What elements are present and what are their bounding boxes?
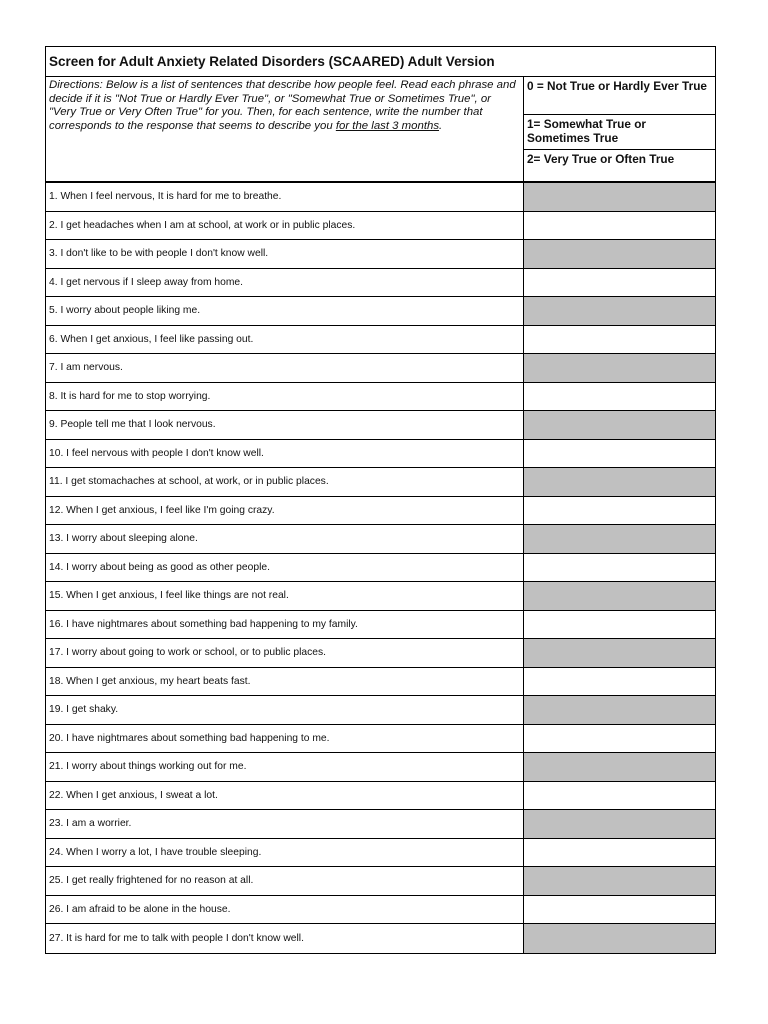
question-text: 18. When I get anxious, my heart beats fast. bbox=[46, 668, 524, 696]
question-row bbox=[46, 212, 715, 241]
question-row bbox=[46, 554, 715, 583]
question-row bbox=[46, 411, 715, 440]
answer-cell[interactable] bbox=[524, 497, 715, 525]
question-text: 10. I feel nervous with people I don't know well. bbox=[46, 440, 524, 468]
question-row bbox=[46, 725, 715, 754]
question-row bbox=[46, 753, 715, 782]
answer-cell[interactable] bbox=[524, 782, 715, 810]
question-row bbox=[46, 354, 715, 383]
question-row bbox=[46, 326, 715, 355]
question-text: 12. When I get anxious, I feel like I'm going crazy. bbox=[46, 497, 524, 525]
answer-cell[interactable] bbox=[524, 725, 715, 753]
question-text: 17. I worry about going to work or school, or to public places. bbox=[46, 639, 524, 667]
answer-cell[interactable] bbox=[524, 924, 715, 953]
answer-cell[interactable] bbox=[524, 753, 715, 781]
question-row bbox=[46, 383, 715, 412]
question-row bbox=[46, 896, 715, 925]
question-text: 6. When I get anxious, I feel like passing out. bbox=[46, 326, 524, 354]
answer-cell[interactable] bbox=[524, 554, 715, 582]
answer-cell[interactable] bbox=[524, 867, 715, 895]
form-title: Screen for Adult Anxiety Related Disorders (SCAARED) Adult Version bbox=[46, 47, 715, 77]
question-text: 16. I have nightmares about something bad happening to my family. bbox=[46, 611, 524, 639]
question-text: 11. I get stomachaches at school, at work, or in public places. bbox=[46, 468, 524, 496]
question-text: 15. When I get anxious, I feel like things are not real. bbox=[46, 582, 524, 610]
question-row bbox=[46, 839, 715, 868]
directions-timeframe: for the last 3 months bbox=[335, 120, 440, 133]
question-text: 1. When I feel nervous, It is hard for me to breathe. bbox=[46, 183, 524, 211]
question-row bbox=[46, 440, 715, 469]
question-row bbox=[46, 183, 715, 212]
question-text: 7. I am nervous. bbox=[46, 354, 524, 382]
answer-cell[interactable] bbox=[524, 269, 715, 297]
answer-cell[interactable] bbox=[524, 468, 715, 496]
directions-end: . bbox=[439, 120, 443, 133]
directions-text bbox=[46, 77, 524, 181]
question-row bbox=[46, 497, 715, 526]
question-row bbox=[46, 696, 715, 725]
answer-cell[interactable] bbox=[524, 668, 715, 696]
question-row bbox=[46, 867, 715, 896]
scaared-form bbox=[45, 46, 716, 954]
answer-cell[interactable] bbox=[524, 525, 715, 553]
question-row bbox=[46, 269, 715, 298]
answer-cell[interactable] bbox=[524, 354, 715, 382]
question-text: 21. I worry about things working out for me. bbox=[46, 753, 524, 781]
question-text: 22. When I get anxious, I sweat a lot. bbox=[46, 782, 524, 810]
question-text: 24. When I worry a lot, I have trouble sleeping. bbox=[46, 839, 524, 867]
question-text: 26. I am afraid to be alone in the house. bbox=[46, 896, 524, 924]
directions-body: Directions: Below is a list of sentences that describe how people feel. Read each phrase and decide if it is "Not True or Hardly Ever True", or "Somewhat True or Sometimes True", or "Very True or Very Often True" for you. Then, for each sentence, write the number that corresponds to the response that seems to describe you bbox=[49, 79, 516, 133]
question-text: 9. People tell me that I look nervous. bbox=[46, 411, 524, 439]
question-row bbox=[46, 810, 715, 839]
question-row bbox=[46, 297, 715, 326]
question-text: 20. I have nightmares about something bad happening to me. bbox=[46, 725, 524, 753]
question-row bbox=[46, 468, 715, 497]
question-row bbox=[46, 924, 715, 953]
legend-item-0: 0 = Not True or Hardly Ever True bbox=[524, 77, 715, 115]
directions-row bbox=[46, 77, 715, 183]
question-row bbox=[46, 611, 715, 640]
question-text: 2. I get headaches when I am at school, at work or in public places. bbox=[46, 212, 524, 240]
question-text: 27. It is hard for me to talk with people I don't know well. bbox=[46, 924, 524, 953]
answer-cell[interactable] bbox=[524, 212, 715, 240]
answer-cell[interactable] bbox=[524, 896, 715, 924]
question-row bbox=[46, 639, 715, 668]
answer-cell[interactable] bbox=[524, 611, 715, 639]
answer-cell[interactable] bbox=[524, 639, 715, 667]
question-text: 19. I get shaky. bbox=[46, 696, 524, 724]
answer-cell[interactable] bbox=[524, 839, 715, 867]
question-text: 23. I am a worrier. bbox=[46, 810, 524, 838]
question-text: 8. It is hard for me to stop worrying. bbox=[46, 383, 524, 411]
answer-cell[interactable] bbox=[524, 810, 715, 838]
question-text: 5. I worry about people liking me. bbox=[46, 297, 524, 325]
answer-cell[interactable] bbox=[524, 696, 715, 724]
answer-cell[interactable] bbox=[524, 240, 715, 268]
answer-cell[interactable] bbox=[524, 326, 715, 354]
question-row bbox=[46, 240, 715, 269]
question-text: 14. I worry about being as good as other people. bbox=[46, 554, 524, 582]
question-text: 3. I don't like to be with people I don't know well. bbox=[46, 240, 524, 268]
answer-cell[interactable] bbox=[524, 297, 715, 325]
question-text: 13. I worry about sleeping alone. bbox=[46, 525, 524, 553]
question-row bbox=[46, 525, 715, 554]
answer-cell[interactable] bbox=[524, 183, 715, 211]
response-legend bbox=[524, 77, 715, 181]
answer-cell[interactable] bbox=[524, 582, 715, 610]
question-row bbox=[46, 582, 715, 611]
answer-cell[interactable] bbox=[524, 383, 715, 411]
legend-item-2: 2= Very True or Often True bbox=[527, 152, 675, 166]
question-row bbox=[46, 782, 715, 811]
answer-cell[interactable] bbox=[524, 411, 715, 439]
question-row bbox=[46, 668, 715, 697]
question-text: 4. I get nervous if I sleep away from home. bbox=[46, 269, 524, 297]
answer-cell[interactable] bbox=[524, 440, 715, 468]
legend-item-1: 1= Somewhat True or Sometimes True bbox=[524, 115, 715, 150]
question-text: 25. I get really frightened for no reason at all. bbox=[46, 867, 524, 895]
question-list bbox=[46, 183, 715, 953]
